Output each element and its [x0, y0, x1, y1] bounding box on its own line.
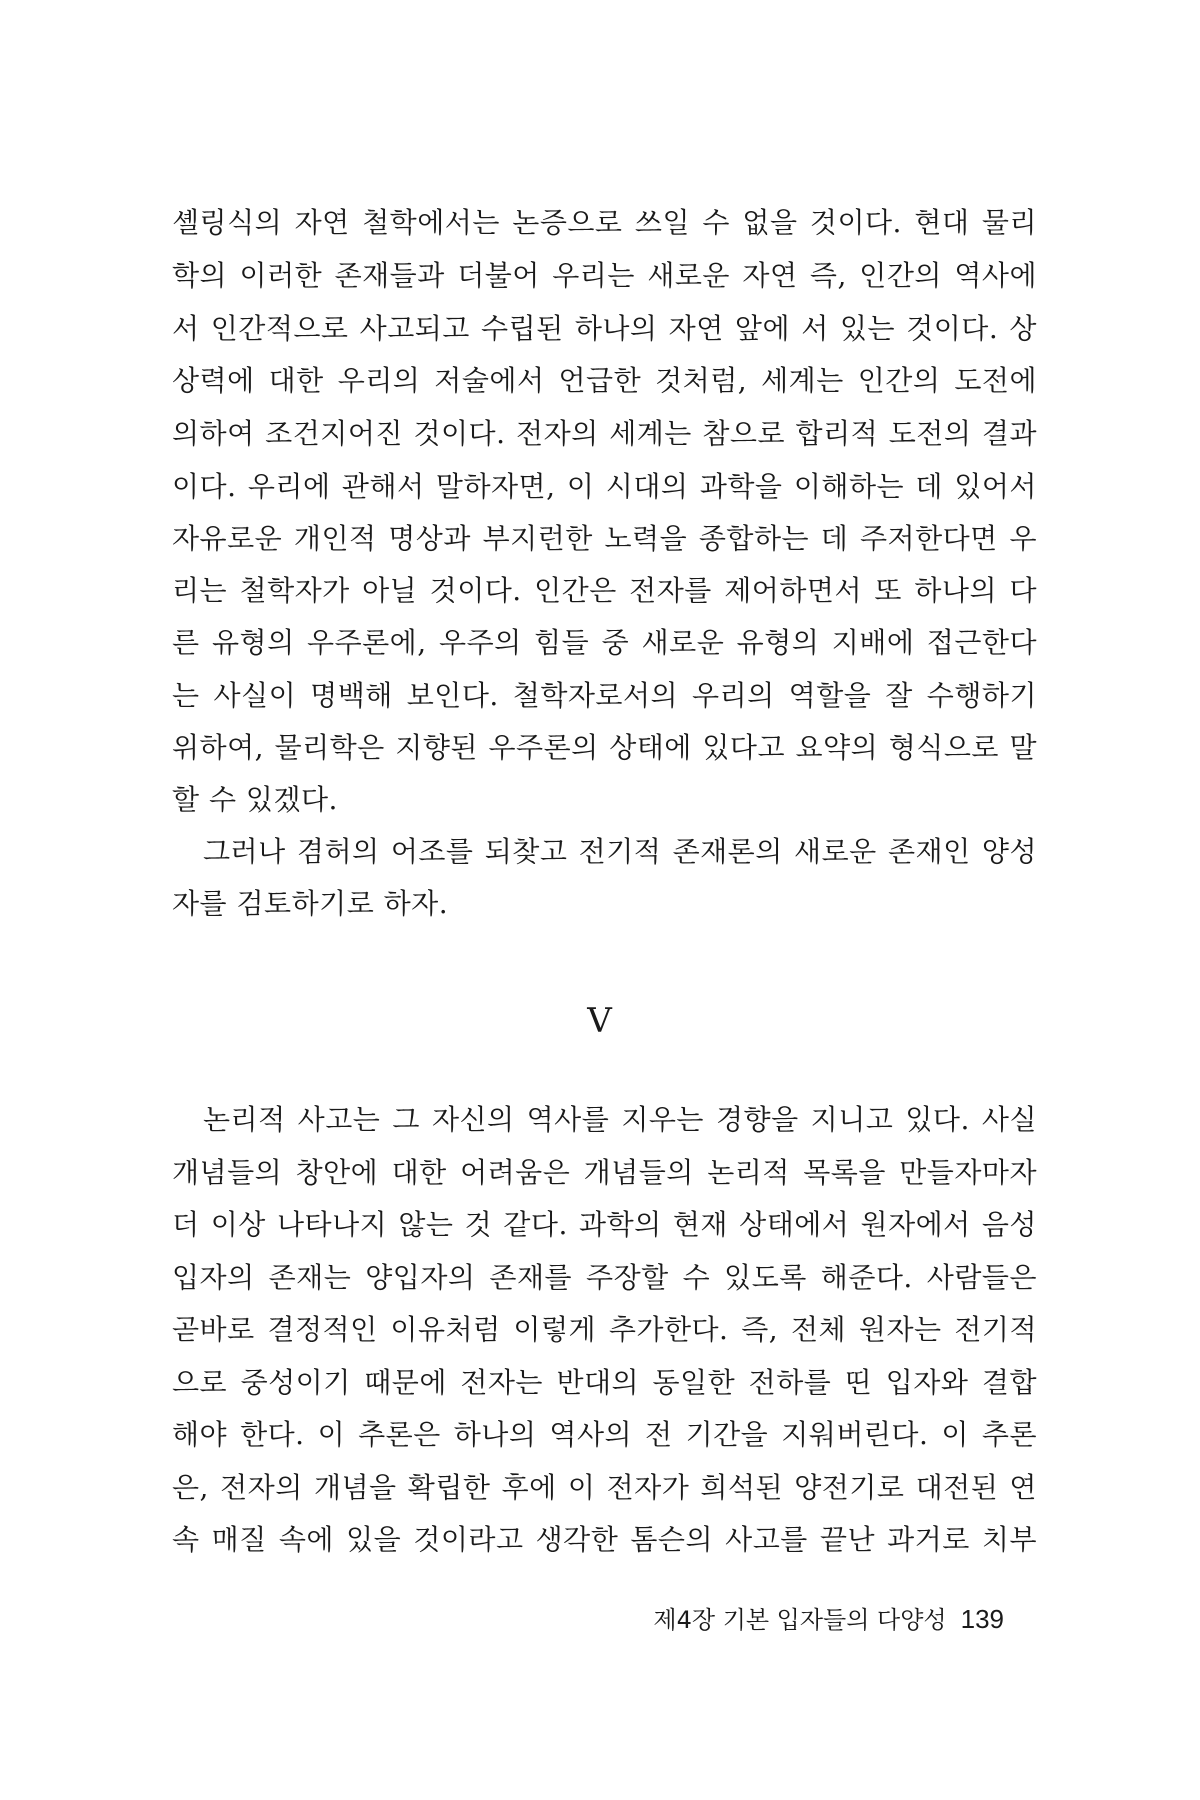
text-line: 입자의 존재는 양입자의 존재를 주장할 수 있도록 해준다. 사람들은 — [172, 1261, 1037, 1294]
section-heading: V — [587, 1001, 613, 1041]
text-line: 은, 전자의 개념을 확립한 후에 이 전자가 희석된 양전기로 대전된 연 — [172, 1471, 1037, 1504]
text-line: 의하여 조건지어진 것이다. 전자의 세계는 참으로 합리적 도전의 결과 — [172, 417, 1037, 450]
text-line: 상력에 대한 우리의 저술에서 언급한 것처럼, 세계는 인간의 도전에 — [172, 364, 1037, 397]
text-line: 위하여, 물리학은 지향된 우주론의 상태에 있다고 요약의 형식으로 말 — [172, 731, 1037, 764]
text-line: 할 수 있겠다. — [172, 783, 338, 816]
text-line: 는 사실이 명백해 보인다. 철학자로서의 우리의 역할을 잘 수행하기 — [172, 679, 1037, 712]
chapter-title: 제4장 기본 입자들의 다양성 — [653, 1606, 947, 1634]
text-line: 자유로운 개인적 명상과 부지런한 노력을 종합하는 데 주저한다면 우 — [172, 522, 1037, 555]
text-line: 셸링식의 자연 철학에서는 논증으로 쓰일 수 없을 것이다. 현대 물리 — [172, 206, 1037, 239]
text-line: 속 매질 속에 있을 것이라고 생각한 톰슨의 사고를 끝난 과거로 치부 — [172, 1523, 1037, 1556]
text-line: 더 이상 나타나지 않는 것 같다. 과학의 현재 상태에서 원자에서 음성 — [172, 1208, 1037, 1241]
page-number: 139 — [960, 1604, 1004, 1634]
page-footer — [653, 1602, 1004, 1637]
text-line: 개념들의 창안에 대한 어려움은 개념들의 논리적 목록을 만들자마자 — [172, 1156, 1037, 1189]
text-line: 학의 이러한 존재들과 더불어 우리는 새로운 자연 즉, 인간의 역사에 — [172, 259, 1037, 292]
text-line: 으로 중성이기 때문에 전자는 반대의 동일한 전하를 띤 입자와 결합 — [172, 1366, 1037, 1399]
text-line: 논리적 사고는 그 자신의 역사를 지우는 경향을 지니고 있다. 사실 — [203, 1103, 1037, 1136]
text-line: 이다. 우리에 관해서 말하자면, 이 시대의 과학을 이해하는 데 있어서 — [172, 470, 1037, 503]
text-line: 해야 한다. 이 추론은 하나의 역사의 전 기간을 지워버린다. 이 추론 — [172, 1418, 1037, 1451]
text-line: 서 인간적으로 사고되고 수립된 하나의 자연 앞에 서 있는 것이다. 상 — [172, 312, 1037, 345]
text-line: 자를 검토하기로 하자. — [172, 887, 449, 920]
text-line: 른 유형의 우주론에, 우주의 힘들 중 새로운 유형의 지배에 접근한다 — [172, 626, 1037, 659]
text-line: 그러나 겸허의 어조를 되찾고 전기적 존재론의 새로운 존재인 양성 — [203, 835, 1037, 868]
text-line: 리는 철학자가 아닐 것이다. 인간은 전자를 제어하면서 또 하나의 다 — [172, 574, 1037, 607]
text-line: 곧바로 결정적인 이유처럼 이렇게 추가한다. 즉, 전체 원자는 전기적 — [172, 1313, 1037, 1346]
